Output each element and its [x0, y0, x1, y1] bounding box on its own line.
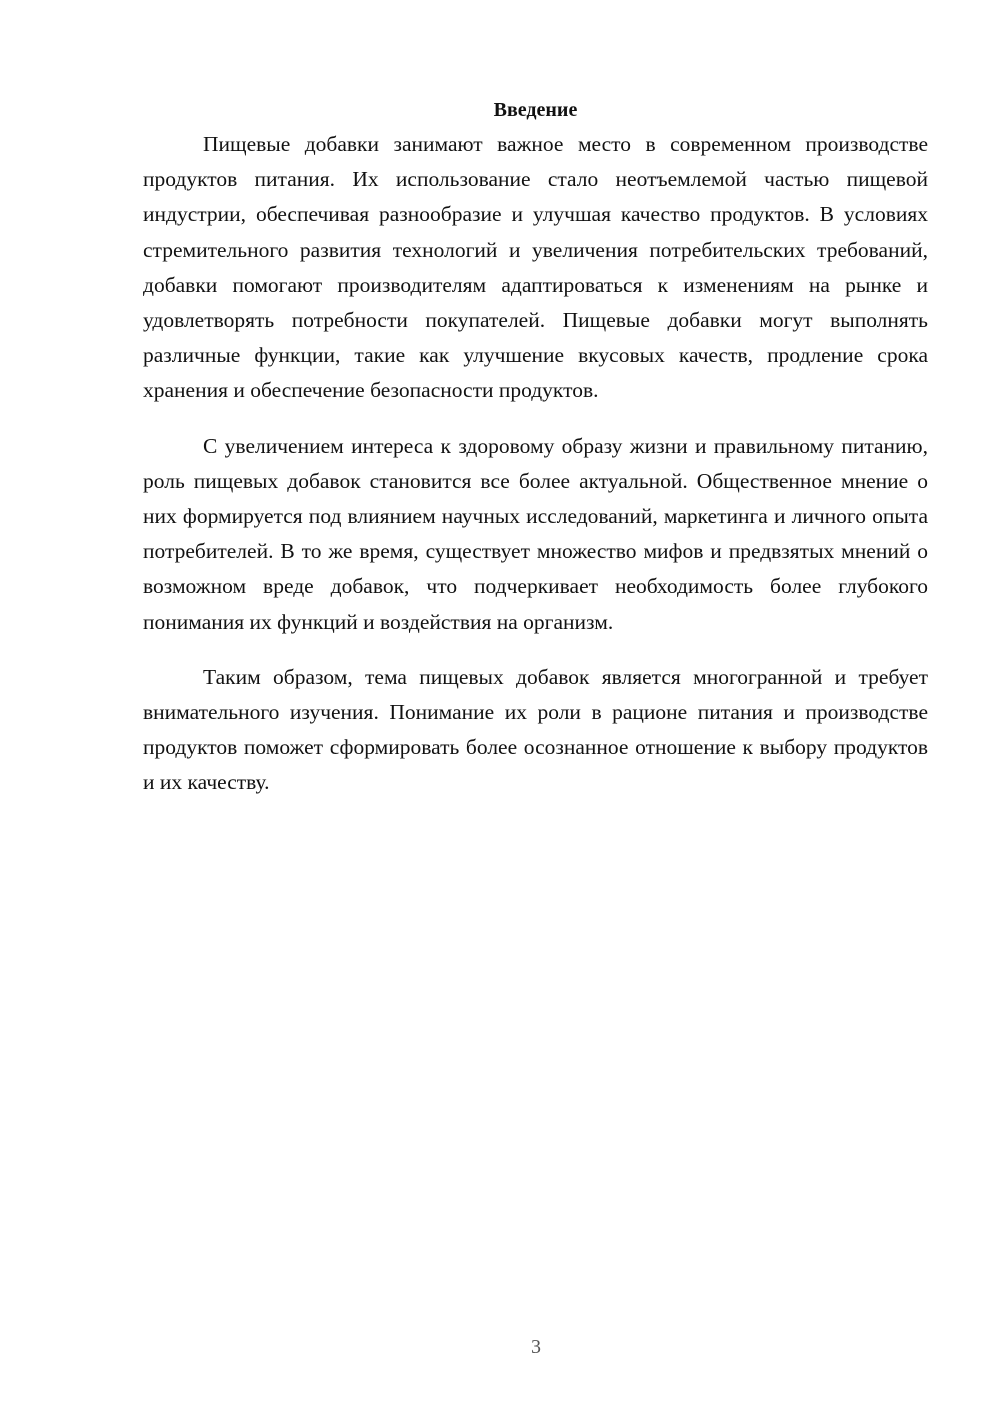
paragraph-3: Таким образом, тема пищевых добавок является многогранной и требует внимательного изучения. Понимание их роли в рационе питания и производстве продуктов поможет сформировать более осознанное отношение к выбору продуктов и их качеству. [143, 664, 928, 795]
paragraph-1: Пищевые добавки занимают важное место в современном производстве продуктов питания. Их использование стало неотъемлемой частью пищевой индустрии, обеспечивая разнообразие и улучшая качество продуктов. В условиях стремительного развития технологий и увеличения потребительских требований, добавки помогают производителям адаптироваться к изменениям на рынке и удовлетворять потребности покупателей. Пищевые добавки могут выполнять различные функции, такие как улучшение вкусовых качеств, продление срока хранения и обеспечение безопасности продуктов. [143, 132, 928, 403]
paragraph-2: С увеличением интереса к здоровому образу жизни и правильному питанию, роль пищевых добавок становится все более актуальной. Общественное мнение о них формируется под влиянием научных исследований, маркетинга и личного опыта потребителей. В то же время, существует множество мифов и предвзятых мнений о возможном вреде добавок, что подчеркивает необходимость более глубокого понимания их функций и воздействия на организм. [143, 433, 928, 634]
page-number: 3 [531, 1336, 541, 1358]
page-content [143, 95, 928, 821]
section-title: Введение [493, 99, 578, 121]
